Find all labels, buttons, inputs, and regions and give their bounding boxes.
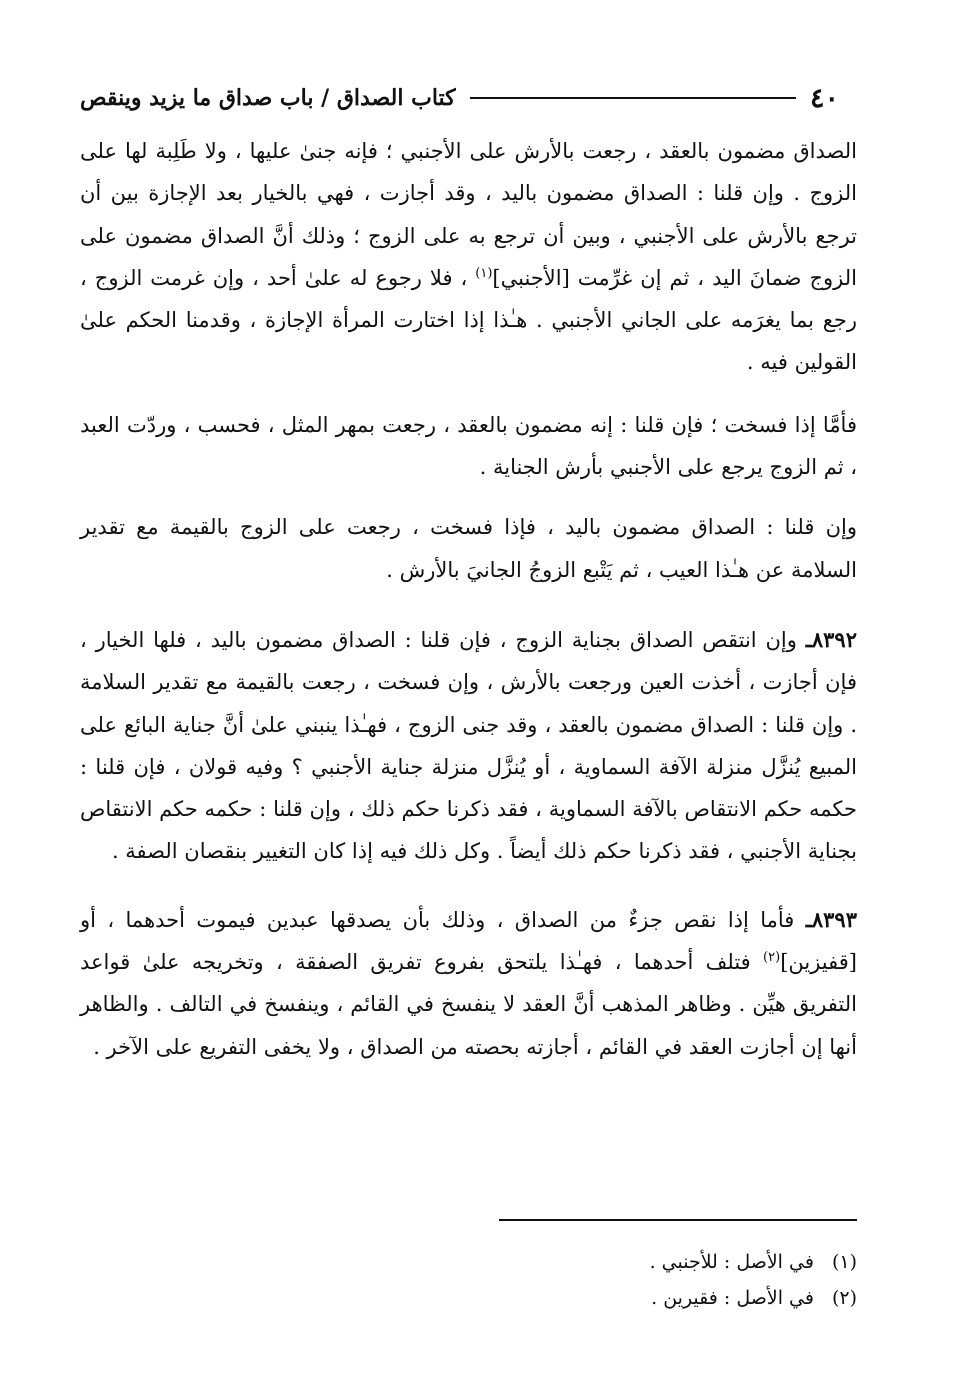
footnote-2 <box>400 1280 857 1316</box>
paragraph-1 <box>80 130 857 384</box>
running-header <box>80 78 839 118</box>
paragraph-8393 <box>80 899 857 1068</box>
running-title: كتاب الصداق / باب صداق ما يزيد وينقص <box>80 85 456 111</box>
paragraph-1-continued: ، فلا رجوع له علىٰ أحد ، وإن غرمت الزوج ، رجع بما يغرَمه على الجاني الأجنبي . هـٰذا إذا اختارت المرأة الإجازة ، وقدمنا الحكم علىٰ القولين فيه . <box>80 265 857 375</box>
page-number: ٤٠ <box>809 82 839 114</box>
paragraph-1-text: الصداق مضمون بالعقد ، رجعت بالأرش على الأجنبي ؛ فإنه جنىٰ عليها ، ولا طَلِبة لها على الزوج . وإن قلنا : الصداق مضمون باليد ، وقد أجازت ، فهي بالخيار بعد الإجازة بين أن ترجع بالأرش على الأجنبي ، وبين أن ترجع به على الزوج ؛ وذلك أنَّ الصداق مضمون على الزوج ضمانَ اليد ، ثم إن غرِّمت [الأجنبي] <box>80 139 857 290</box>
main-text <box>80 130 857 1068</box>
paragraph-3: وإن قلنا : الصداق مضمون باليد ، فإذا فسخت ، رجعت على الزوج بالقيمة مع تقدير السلامة عن هـٰذا العيب ، ثم يَتْبع الزوجُ الجانيَ بالأرش . <box>80 515 857 582</box>
paragraph-8393-continued: فتلف أحدهما ، فهـٰذا يلتحق بفروع تفريق الصفقة ، وتخريجه علىٰ قواعد التفريق هيِّن . وظاهر المذهب أنَّ العقد لا ينفسخ في القائم ، وينفسخ في التالف . والظاهر أنها إن أجازت العقد في القائم ، أجازته بحصته من الصداق ، ولا يخفى التفريع على الآخر . <box>80 950 857 1059</box>
footnote-1 <box>400 1244 857 1280</box>
paragraph-2: فأمَّا إذا فسخت ؛ فإن قلنا : إنه مضمون بالعقد ، رجعت بمهر المثل ، فحسب ، وردّت العبد ، ثم الزوج يرجع على الأجنبي بأرش الجناية . <box>80 412 857 480</box>
footnote-ref-2: (٢) <box>763 950 781 966</box>
paragraph-8393-text: فأما إذا نقص جزءٌ من الصداق ، وذلك بأن يصدقها عبدين فيموت أحدهما ، أو [قفيزين] <box>80 907 857 975</box>
section-number-8392: ٨٣٩٢ـ <box>805 626 857 652</box>
footnote-separator <box>499 1219 857 1221</box>
paragraph-8392-text: وإن انتقص الصداق بجناية الزوج ، فإن قلنا : الصداق مضمون باليد ، فلها الخيار ، فإن أجازت ، أخذت العين ورجعت بالأرش ، وإن فسخت ، رجعت بالقيمة مع تقدير السلامة . وإن قلنا : الصداق مضمون بالعقد ، وقد جنى الزوج ، فهـٰذا ينبني علىٰ أنَّ جناية البائع على المبيع يُنزَّل منزلة الآفة السماوية ، أو يُنزَّل منزلة جناية الأجنبي ؟ وفيه قولان ، فإن قلنا : حكمه حكم الانتقاص بالآفة السماوية ، فقد ذكرنا حكم ذلك ، وإن قلنا : حكمه حكم الانتقاص بجناية الأجنبي ، فقد ذكرنا حكم ذلك أيضاً . وكل ذلك فيه إذا كان التغيير بنقصان الصفة . <box>80 627 857 864</box>
header-rule <box>470 97 796 99</box>
footnote-number: (٢) <box>831 1287 857 1309</box>
footnote-text: في الأصل : فقيرين . <box>651 1287 814 1309</box>
footnote-text: في الأصل : للأجنبي . <box>649 1251 814 1273</box>
footnote-ref-1: (١) <box>475 265 493 281</box>
footnotes <box>400 1244 857 1316</box>
section-number-8393: ٨٣٩٣ـ <box>805 906 857 932</box>
paragraph-8392 <box>80 619 857 873</box>
footnote-number: (١) <box>831 1251 857 1273</box>
